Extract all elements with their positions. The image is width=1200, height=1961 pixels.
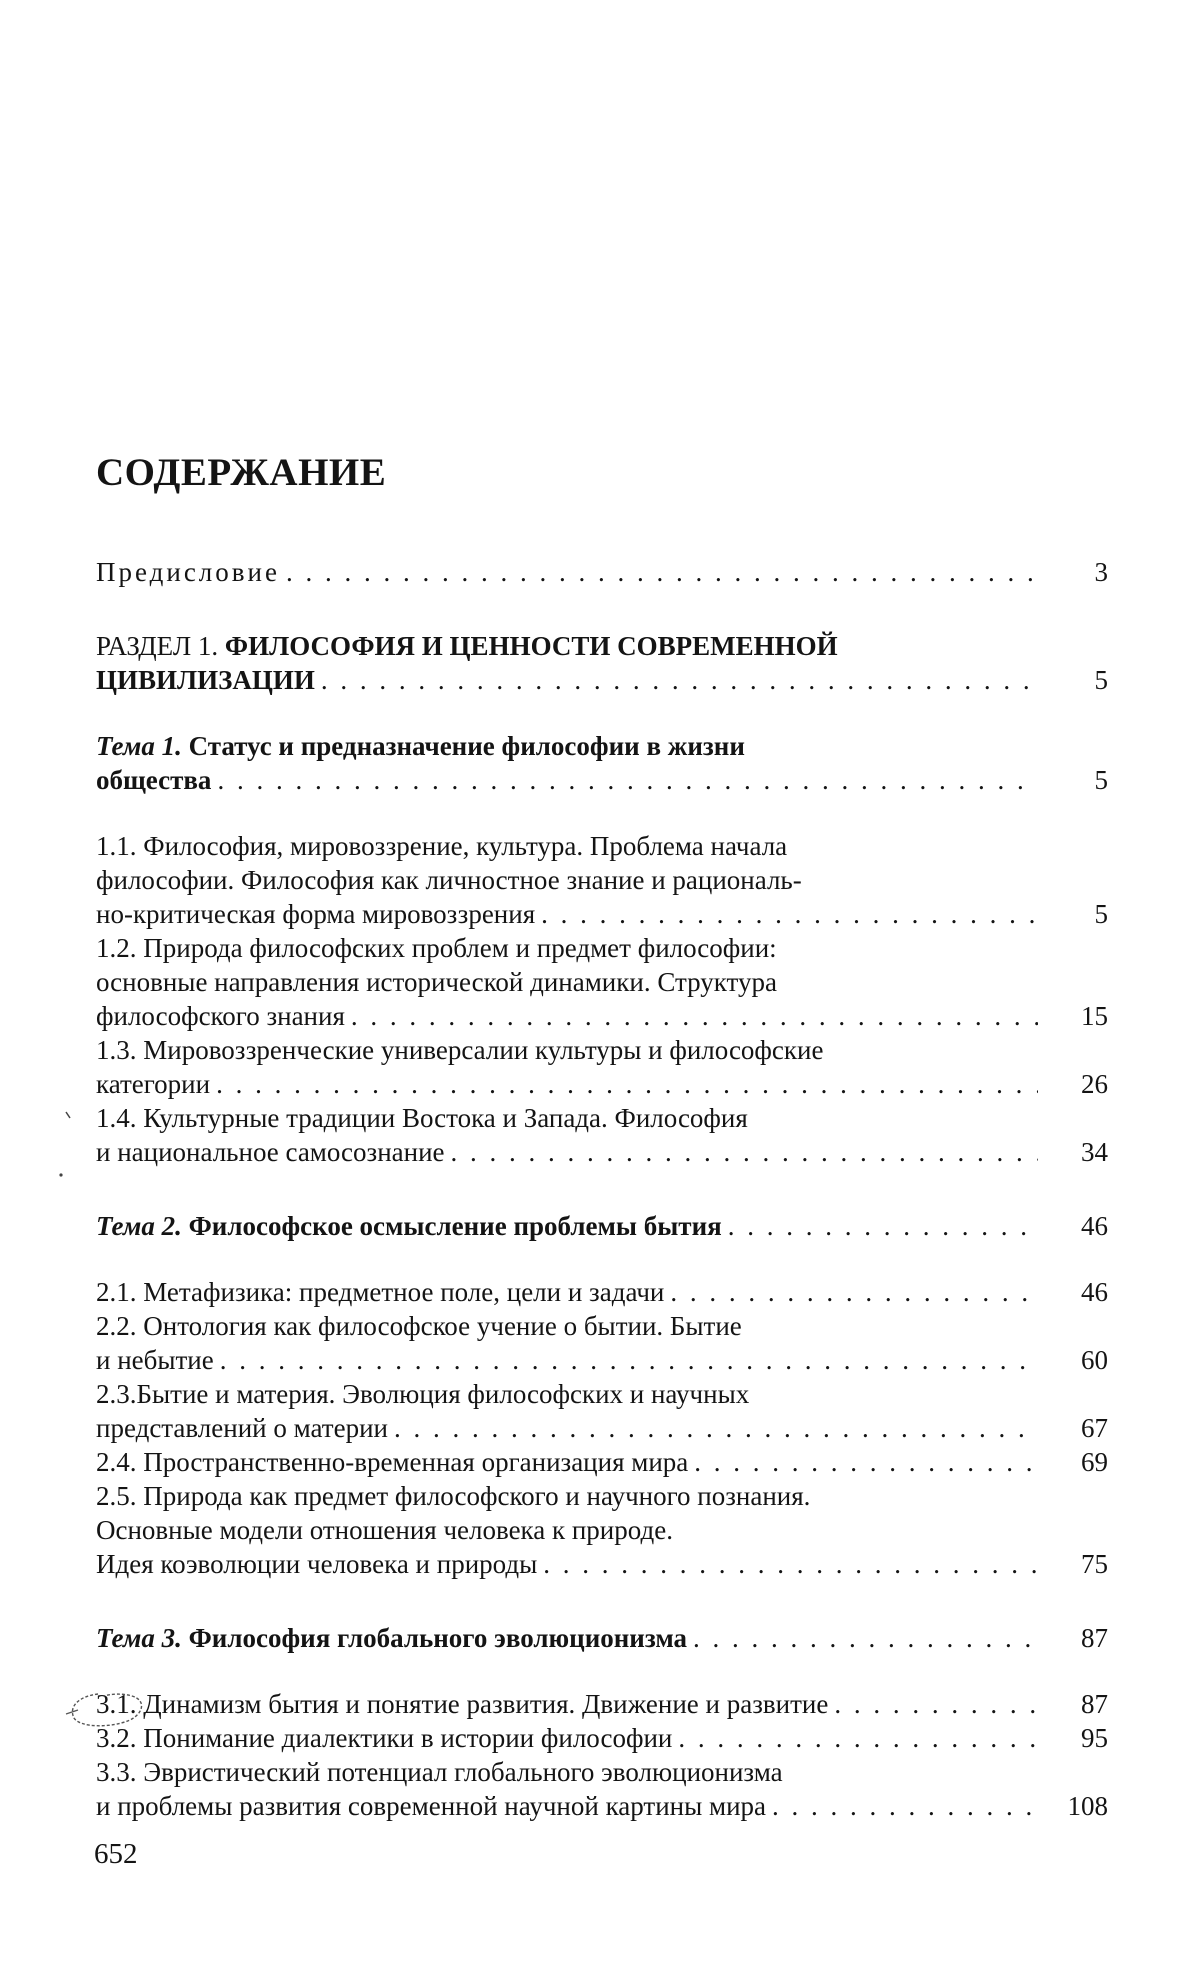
- toc-entry-2-3: 2.3.Бытие и материя. Эволюция философских и научных представлений о материи . . . 67: [96, 1377, 1108, 1445]
- page-title: СОДЕРЖАНИЕ: [96, 451, 387, 494]
- dot-leader: [220, 1343, 1038, 1377]
- dot-leader: [351, 999, 1038, 1033]
- toc-entry-preface: [96, 555, 1108, 589]
- page-number: 108: [1067, 1791, 1108, 1821]
- toc-entry-1-3: 1.3. Мировоззренческие универсалии культуры и философские категории . . . 26: [96, 1033, 1108, 1101]
- pencil-circle-mark: [60, 1680, 170, 1740]
- preface-label: Предисловие: [96, 557, 280, 587]
- toc-entry-section-1: [96, 629, 1108, 697]
- page-number: 5: [1094, 665, 1108, 695]
- dot-leader: [772, 1789, 1038, 1823]
- page-number: 87: [1081, 1623, 1108, 1653]
- toc-entry-topic-2: [96, 1209, 1108, 1243]
- page-number: 87: [1081, 1689, 1108, 1719]
- table-of-contents: [96, 555, 1108, 1823]
- toc-entry-2-5: 2.5. Природа как предмет философского и научного познания. Основные модели отношения человека к природе. Идея коэволюции человека и природы . . . 75: [96, 1479, 1108, 1581]
- page-number: 46: [1081, 1211, 1108, 1241]
- toc-entry-1-1: 1.1. Философия, мировоззрение, культура. Проблема начала философии. Философия как личностное знание и рациональ- но-критическая форма мировоззрения . . . 5: [96, 829, 1108, 931]
- page-number: 75: [1081, 1549, 1108, 1579]
- section-prefix: РАЗДЕЛ 1.: [96, 631, 219, 661]
- toc-entry-3-3: 3.3. Эвристический потенциал глобального эволюционизма и проблемы развития современной научной картины мира . . . 108: [96, 1755, 1108, 1823]
- topic-title: Философия глобального эволюционизма: [188, 1623, 688, 1653]
- topic-title: Философское осмысление проблемы бытия: [188, 1211, 722, 1241]
- topic-title-line1: Статус и предназначение философии в жизни: [188, 731, 745, 761]
- page-number: 46: [1081, 1277, 1108, 1307]
- page-number: 5: [1094, 899, 1108, 929]
- page-number: 3: [1094, 557, 1108, 587]
- page-number: 26: [1081, 1069, 1108, 1099]
- toc-entry-3-2: 3.2. Понимание диалектики в истории философии . . . 95: [96, 1721, 1108, 1755]
- toc-entry-2-1: 2.1. Метафизика: предметное поле, цели и задачи . . . 46: [96, 1275, 1108, 1309]
- dot-leader: [834, 1687, 1038, 1721]
- pencil-tick-mark: [60, 1104, 80, 1124]
- page-number: 69: [1081, 1447, 1108, 1477]
- page-number: 34: [1081, 1137, 1108, 1167]
- dot-leader: [216, 1067, 1038, 1101]
- pencil-dot-mark: [56, 1170, 66, 1180]
- page-number: 15: [1081, 1001, 1108, 1031]
- dot-leader: [541, 897, 1038, 931]
- dot-leader: [321, 663, 1038, 697]
- page-folio: 652: [94, 1838, 138, 1870]
- dot-leader: [693, 1621, 1038, 1655]
- toc-entry-2-2: 2.2. Онтология как философское учение о бытии. Бытие и небытие . . . 60: [96, 1309, 1108, 1377]
- dot-leader: [670, 1275, 1038, 1309]
- toc-entry-1-2: 1.2. Природа философских проблем и предмет философии: основные направления исторической динамики. Структура философского знания . . . 15: [96, 931, 1108, 1033]
- page-number: 5: [1094, 765, 1108, 795]
- dot-leader: [451, 1135, 1038, 1169]
- topic-title-line2: общества: [96, 765, 212, 795]
- toc-entry-1-4: 1.4. Культурные традиции Востока и Запада. Философия и национальное самосознание . . . 34: [96, 1101, 1108, 1169]
- section-title-line1: ФИЛОСОФИЯ И ЦЕННОСТИ СОВРЕМЕННОЙ: [224, 631, 838, 661]
- dot-leader: [694, 1445, 1038, 1479]
- toc-entry-topic-1: [96, 729, 1108, 797]
- page-number: 95: [1081, 1723, 1108, 1753]
- dot-leader: [728, 1209, 1038, 1243]
- topic-prefix: Тема 2.: [96, 1211, 182, 1241]
- toc-entry-topic-3: [96, 1621, 1108, 1655]
- dot-leader: [678, 1721, 1038, 1755]
- topic-prefix: Тема 1.: [96, 731, 182, 761]
- dot-leader: [286, 555, 1038, 589]
- dot-leader: [217, 763, 1038, 797]
- page-number: 60: [1081, 1345, 1108, 1375]
- toc-entry-2-4: 2.4. Пространственно-временная организация мира . . . 69: [96, 1445, 1108, 1479]
- dot-leader: [543, 1547, 1038, 1581]
- dot-leader: [394, 1411, 1038, 1445]
- toc-entry-3-1: 3.1. Динамизм бытия и понятие развития. Движение и развитие . . . 87: [96, 1687, 1108, 1721]
- section-title-line2: ЦИВИЛИЗАЦИИ: [96, 665, 315, 695]
- topic-prefix: Тема 3.: [96, 1623, 182, 1653]
- page-number: 67: [1081, 1413, 1108, 1443]
